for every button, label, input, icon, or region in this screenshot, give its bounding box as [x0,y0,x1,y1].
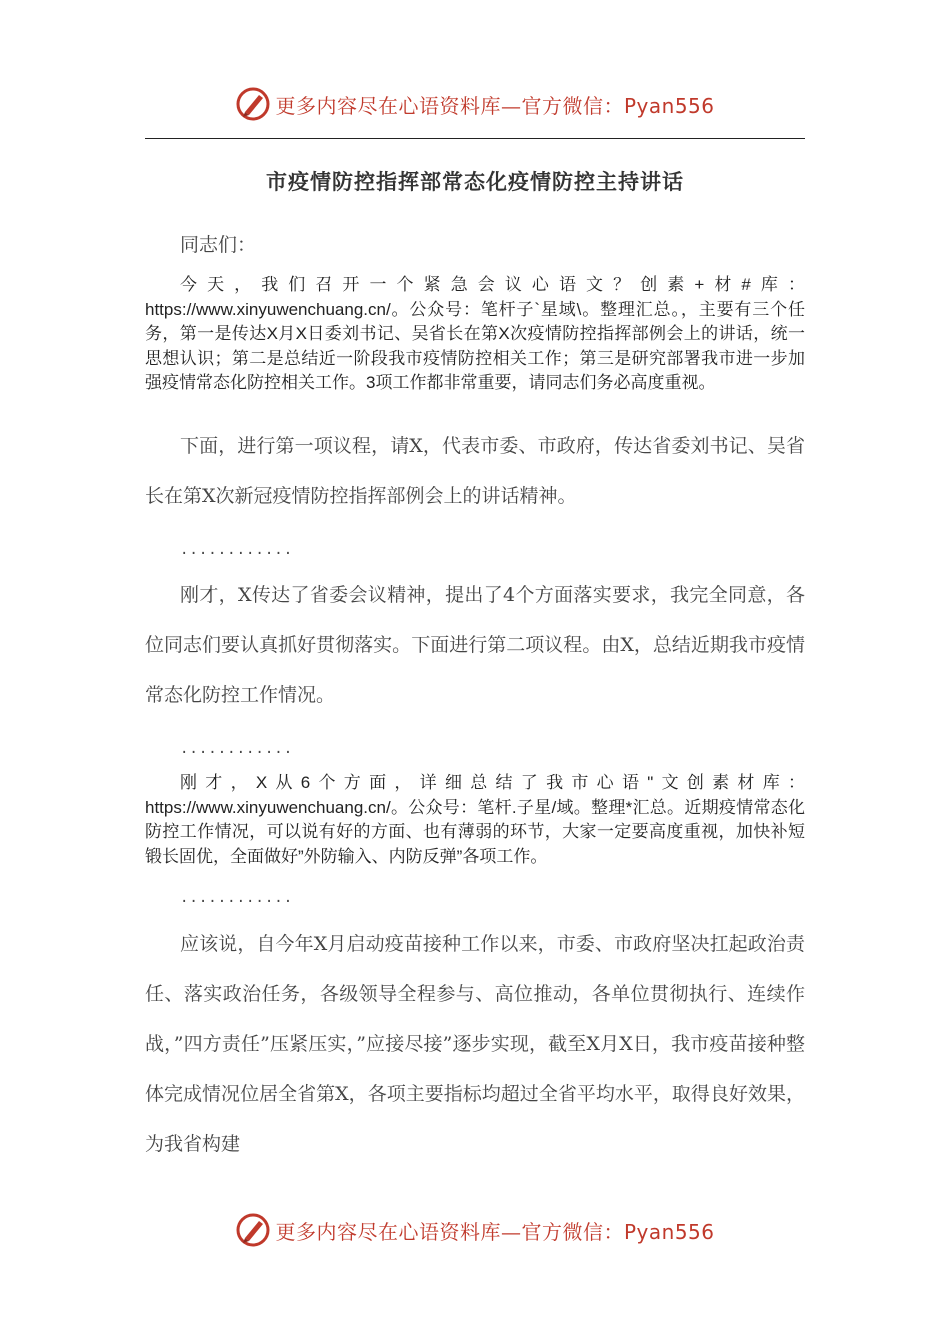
ellipsis-3: ............ [180,890,294,906]
footer-banner [0,1210,950,1250]
pen-logo-icon [235,86,271,122]
paragraph-3-block [145,570,805,720]
salutation: 同志们： [180,234,257,256]
paragraph-4-block [145,771,805,869]
ellipsis-2: ............ [180,741,294,757]
paragraph-2-block [145,421,805,521]
footer-banner-text: 更多内容尽在心语资料库—官方微信：Pyan556 [275,1219,715,1244]
paragraph-5-block [145,919,805,1169]
paragraph-3: 刚才，X传达了省委会议精神，提出了4个方面落实要求，我完全同意，各位同志们要认真抓好贯彻落实。下面进行第二项议程。由X，总结近期我市疫情常态化防控工作情况。 [145,584,805,706]
pen-logo-icon [235,1212,271,1248]
header-banner-text: 更多内容尽在心语资料库—官方微信：Pyan556 [275,93,715,118]
paragraph-5: 应该说，自今年X月启动疫苗接种工作以来，市委、市政府坚决扛起政治责任、落实政治任务，各级领导全程参与、高位推动，各单位贯彻执行、连续作战，”四方责任”压紧压实，”应接尽接”逐步实现，截至X月X日，我市疫苗接种整体完成情况位居全省第X，各项主要指标均超过全省平均水平，取得良好效果，为我省构建 [145,933,805,1155]
header-banner [0,84,950,124]
paragraph-4: 刚才，X从6个方面，详细总结了我市心语"文创素材库：https://www.xinyuwenchuang.cn/。公众号：笔杆.子星/域。整理*汇总。近期疫情常态化防控工作情况，可以说有好的方面、也有薄弱的环节，大家一定要高度重视，加快补短锻长固优，全面做好”外防输入、内防反弹”各项工作。 [145,773,805,866]
paragraph-1: 今天，我们召开一个紧急会议心语文？创素+材#库：https://www.xinyuwenchuang.cn/。公众号：笔杆子`星域\。整理汇总。，主要有三个任务，第一是传达X月X日委刘书记、吴省长在第X次疫情防控指挥部例会上的讲话，统一思想认识；第二是总结近一阶段我市疫情防控相关工作；第三是研究部署我市进一步加强疫情常态化防控相关工作。3项工作都非常重要，请同志们务必高度重视。 [145,275,805,392]
paragraph-2: 下面，进行第一项议程，请X，代表市委、市政府，传达省委刘书记、吴省长在第X次新冠疫情防控指挥部例会上的讲话精神。 [145,435,805,507]
ellipsis-1: ............ [180,542,294,558]
wechat-id: Pyan556 [623,93,715,118]
wechat-id: Pyan556 [623,1219,715,1244]
header-divider [145,138,805,139]
salutation-block [145,220,805,270]
paragraph-1-block [145,273,805,396]
document-title: 市疫情防控指挥部常态化疫情防控主持讲话 [266,170,684,194]
